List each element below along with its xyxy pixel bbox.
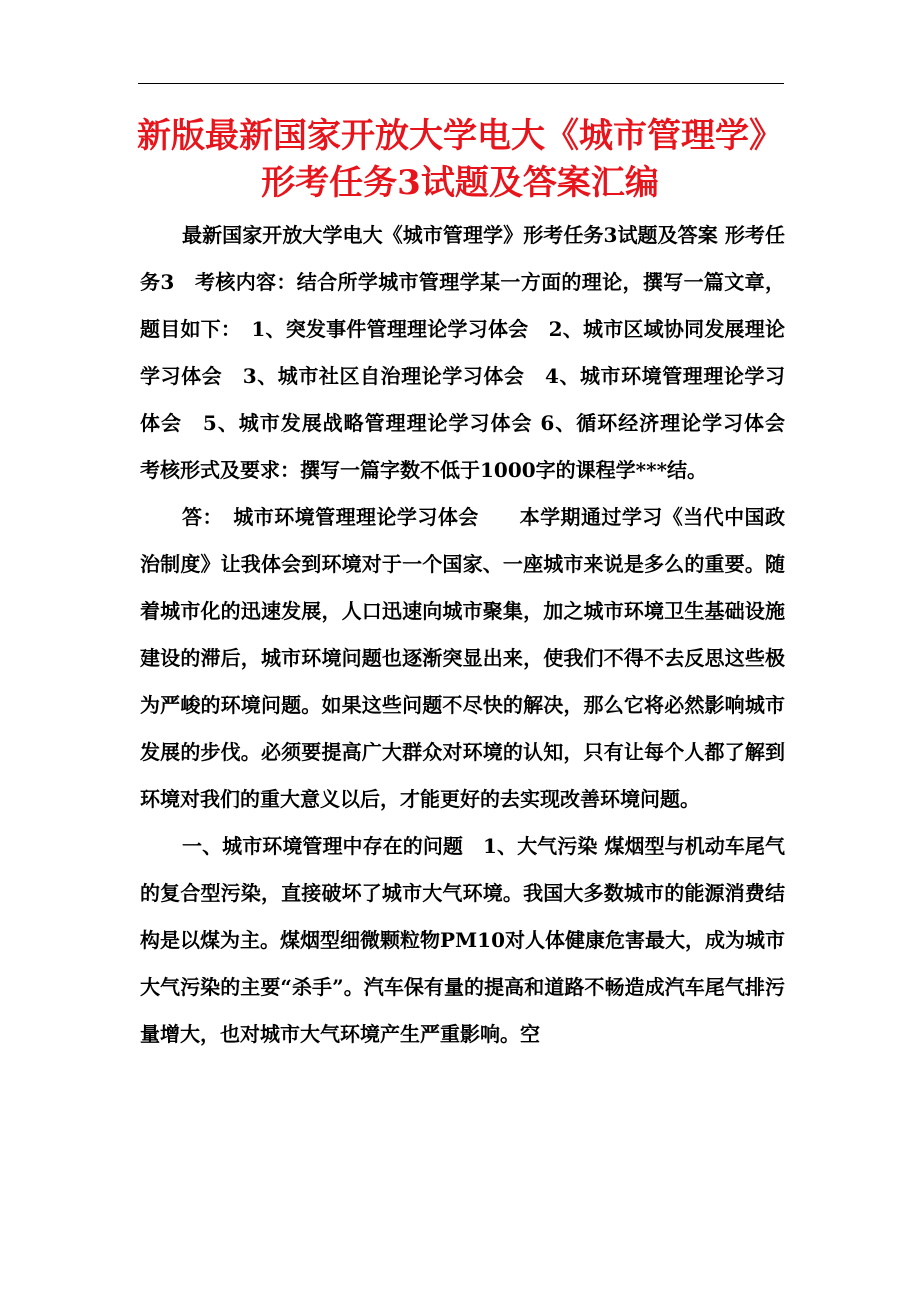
paragraph-problems: 一、城市环境管理中存在的问题 1、大气污染 煤烟型与机动车尾气的复合型污染，直接破坏了城市大气环境。我国大多数城市的能源消费结构是以煤为主。煤烟型细微颗粒物PM10对人体健康危害最大，成为城市大气污染的主要“杀手”。汽车保有量的提高和道路不畅造成汽车尾气排污量增大，也对城市大气环境产生严重影响。空 (140, 834, 786, 1046)
document-body (140, 212, 805, 1058)
document-title-line-2: 形考任务3试题及答案汇编 (261, 163, 659, 203)
paragraph-answer-intro: 答： 城市环境管理理论学习体会 本学期通过学习《当代中国政治制度》让我体会到环境对于一个国家、一座城市来说是多么的重要。随着城市化的迅速发展，人口迅速向城市聚集，加之城市环境卫生基础设施建设的滞后，城市环境问题也逐渐突显出来，使我们不得不去反思这些极为严峻的环境问题。如果这些问题不尽快的解决，那么它将必然影响城市发展的步伐。必须要提高广大群众对环境的认知，只有让每个人都了解到环境对我们的重大意义以后，才能更好的去实现改善环境问题。 (140, 505, 785, 811)
paragraph-assignment: 最新国家开放大学电大《城市管理学》形考任务3试题及答案 形考任务3 考核内容：结合所学城市管理学某一方面的理论，撰写一篇文章，题目如下： 1、突发事件管理理论学习体会 2、城市区域协同发展理论学习体会 3、城市社区自治理论学习体会 4、城市环境管理理论学习体会 5、城市发展战略管理理论学习体会 6、循环经济理论学习体会 考核形式及要求：撰写一篇字数不低于1000字的课程学***结。 (140, 223, 805, 482)
header-rule (138, 83, 784, 84)
document-title-line-1: 新版最新国家开放大学电大《城市管理学》 (137, 116, 783, 156)
